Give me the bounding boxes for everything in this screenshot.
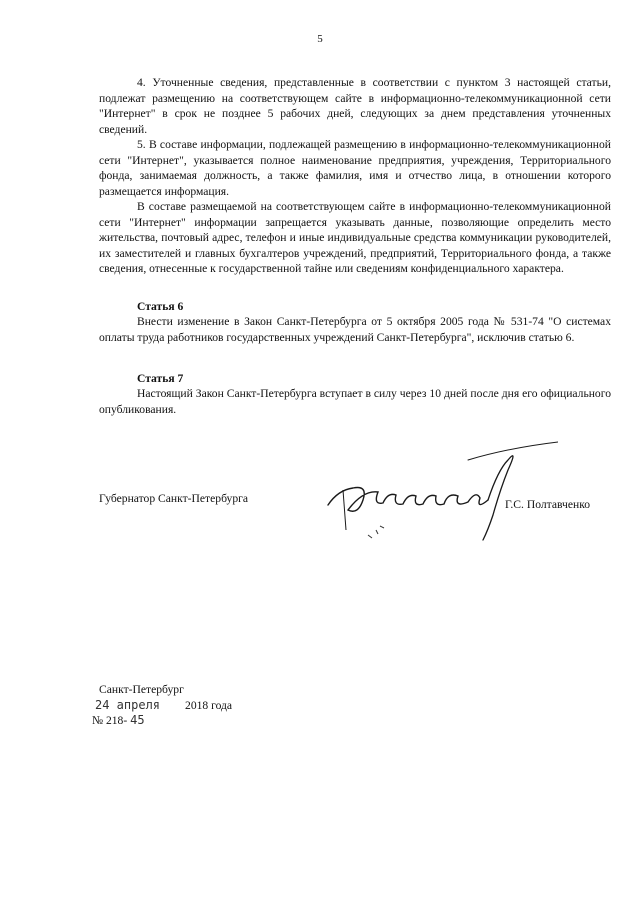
date-year: 2018 года [185, 699, 233, 712]
signatory-position: Губернатор Санкт-Петербурга [99, 492, 249, 505]
paragraph-6: В составе размещаемой на соответствующем сайте в информационно-телекоммуникационной сети "Интернет" информации запрещается указывать данные, позволяющие определить место жительства, почтовый адрес, телефон и иные индивидуальные средства коммуникации руководителей, их заместителей и главных бухгалтеров учреждений, предприятий, Территориального фонда, а также сведения, отнесенные к государственной тайне или сведениям конфиденциального характера. [99, 200, 611, 275]
handwritten-signature-icon [318, 430, 558, 550]
article-6-text: Внести изменение в Закон Санкт-Петербурга от 5 октября 2005 года № 531-74 "О системах оплаты труда работников государственных учреждений Санкт-Петербурга", исключив статью 6. [99, 315, 611, 344]
signing-place: Санкт-Петербург [99, 683, 184, 696]
law-number-prefix: № 218- [92, 714, 128, 727]
body-paragraphs [99, 75, 611, 277]
article-6-body [99, 314, 611, 345]
signing-date [95, 698, 232, 712]
signatory-name: Г.С. Полтавченко [505, 498, 591, 511]
article-7-title: Статья 7 [137, 372, 184, 385]
article-7-body [99, 386, 611, 417]
article-7-text: Настоящий Закон Санкт-Петербурга вступает в силу через 10 дней после дня его официального опубликования. [99, 387, 611, 416]
article-6-title: Статья 6 [137, 300, 184, 313]
law-number [92, 713, 145, 727]
date-day-month: 24 апреля [95, 698, 161, 712]
paragraph-4: 4. Уточненные сведения, представленные в соответствии с пунктом 3 настоящей статьи, подлежат размещению на соответствующем сайте в информационно-телекоммуникационной сети "Интернет" в срок не позднее 5 рабочих дней, следующих за днем представления уточненных сведений. [99, 76, 611, 136]
paragraph-5: 5. В составе информации, подлежащей размещению в информационно-телекоммуникационной сети "Интернет", указывается полное наименование предприятия, учреждения, Территориального фонда, занимаемая должность, а также фамилия, имя и отчество лица, в отношении которого размещается информация. [99, 138, 611, 198]
page-number: 5 [317, 33, 323, 45]
law-number-suffix: 45 [130, 713, 145, 727]
